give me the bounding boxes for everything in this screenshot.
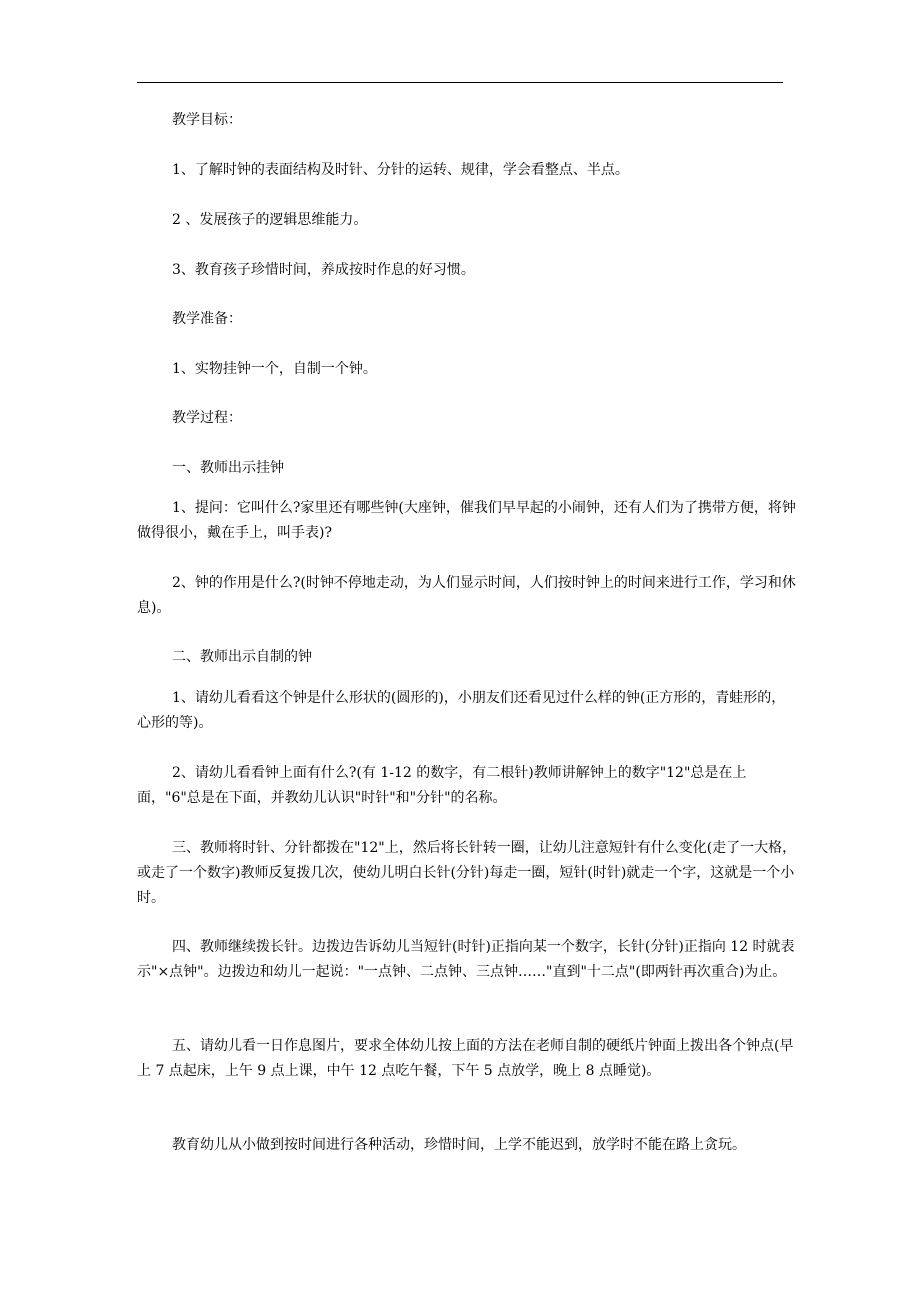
section-4: 四、教师继续拨长针。边拨边告诉幼儿当短针(时针)正指向某一个数字，长针(分针)正指向 12 时就表示"×点钟"。边拨边和幼儿一起说："一点钟、二点钟、三点钟……"直到"十二点"(即两针再次重合)为止。: [137, 939, 795, 980]
closing-paragraph: 教育幼儿从小做到按时间进行各种活动，珍惜时间，上学不能迟到，放学时不能在路上贪玩。: [172, 1137, 746, 1153]
section-2-title: 二、教师出示自制的钟: [172, 649, 312, 665]
heading-teaching-goals: 教学目标：: [172, 112, 242, 128]
header-rule: [137, 82, 783, 83]
goal-item-1: 1、了解时钟的表面结构及时针、分针的运转、规律，学会看整点、半点。: [172, 162, 629, 178]
heading-teaching-prep: 教学准备：: [172, 311, 242, 327]
goal-item-3: 3、教育孩子珍惜时间，养成按时作息的好习惯。: [172, 262, 475, 278]
prep-item-1: 1、实物挂钟一个，自制一个钟。: [172, 361, 377, 377]
section-2-item-1: 1、请幼儿看看这个钟是什么形状的(圆形的)，小朋友们还看见过什么样的钟(正方形的，青蛙形的，心形的等)。: [137, 690, 786, 731]
goal-item-2: 2 、发展孩子的逻辑思维能力。: [172, 212, 368, 228]
section-3: 三、教师将时针、分针都拨在"12"上，然后将长针转一圈，让幼儿注意短针有什么变化(走了一大格，或走了一个数字)教师反复拨几次，使幼儿明白长针(分针)每走一圈，短针(时针)就走一个字，这就是一个小时。: [137, 840, 797, 906]
section-2-item-2: 2、请幼儿看看钟上面有什么?(有 1-12 的数字，有二根针)教师讲解钟上的数字"12"总是在上面，"6"总是在下面，并教幼儿认识"时针"和"分针"的名称。: [137, 765, 747, 806]
section-5: 五、请幼儿看一日作息图片，要求全体幼儿按上面的方法在老师自制的硬纸片钟面上拨出各个钟点(早上 7 点起床，上午 9 点上课，中午 12 点吃午餐，下午 5 点放学，晚上 8 点睡觉)。: [137, 1038, 794, 1079]
section-1-item-1: 1、提问：它叫什么?家里还有哪些钟(大座钟，催我们早早起的小闹钟，还有人们为了携带方便，将钟做得很小，戴在手上，叫手表)?: [137, 500, 796, 541]
section-1-title: 一、教师出示挂钟: [172, 460, 284, 476]
section-1-item-2: 2、钟的作用是什么?(时钟不停地走动，为人们显示时间，人们按时钟上的时间来进行工作，学习和休息)。: [137, 575, 796, 616]
heading-teaching-process: 教学过程：: [172, 410, 242, 426]
